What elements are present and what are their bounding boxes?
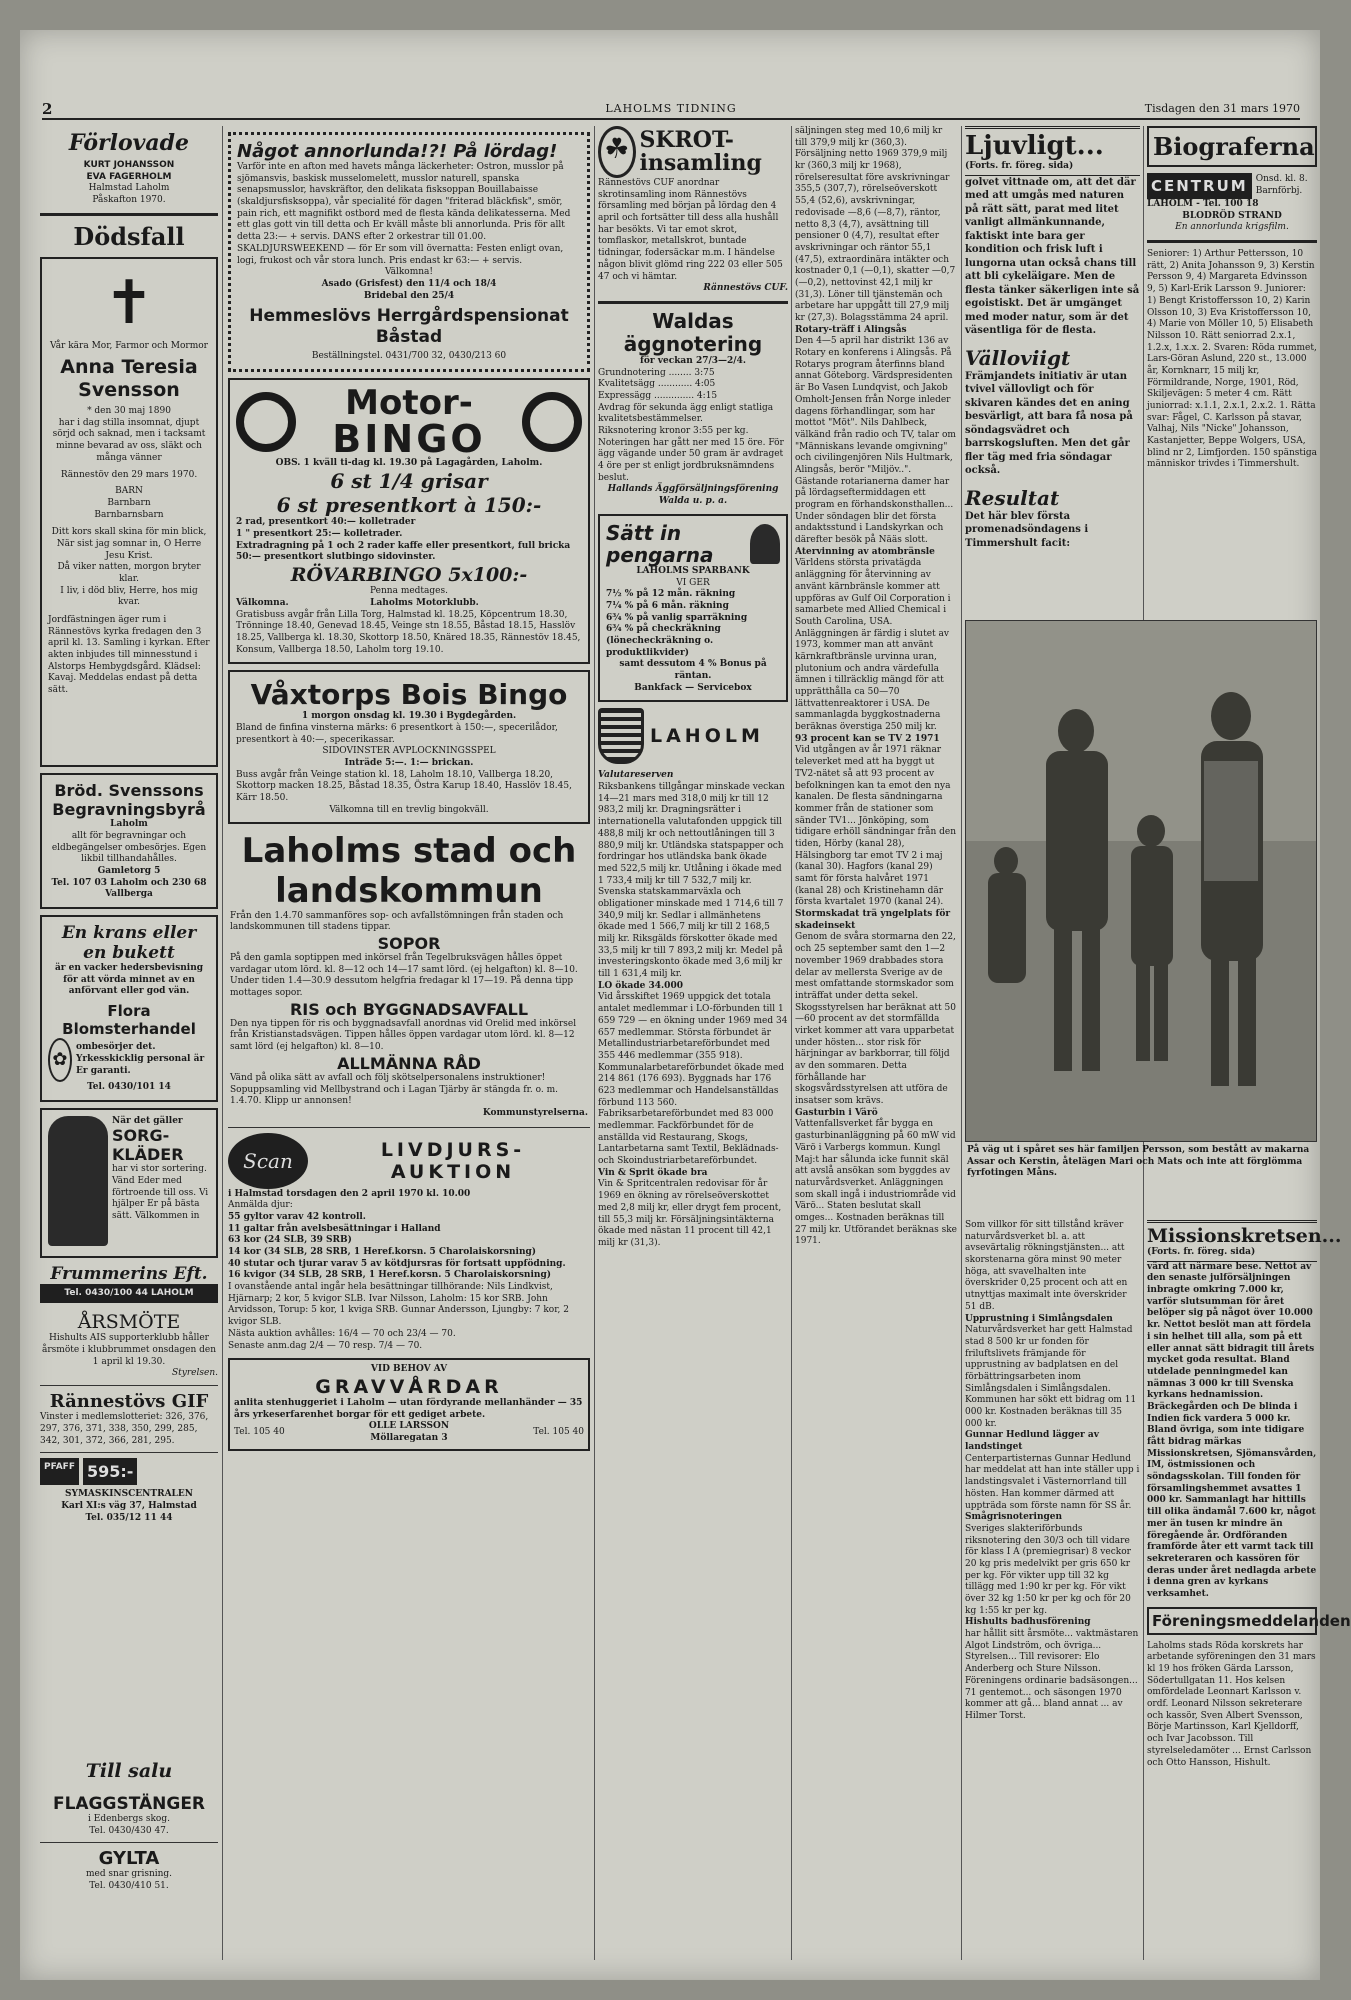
centrum-logo: CENTRUM bbox=[1147, 173, 1252, 199]
gif-text: Vinster i medlemslotteriet: 326, 376, 297, 376, 371, 338, 350, 299, 285, 342, 301, 372, 366, 281, 295. bbox=[40, 1412, 209, 1446]
pfaff-price: 595:- bbox=[83, 1458, 137, 1485]
issue-date: Tisdagen den 31 mars 1970 bbox=[1144, 102, 1300, 115]
gunnar-title: Gunnar Hedlund lägger av landstinget bbox=[965, 1430, 1099, 1453]
centrum-film: BLODRÖD STRAND bbox=[1182, 210, 1282, 221]
skrot-title: SKROT-insamling bbox=[639, 126, 762, 176]
hishults-text: har hållit sitt årsmöte... vaktmästaren Algot Lindström, och övriga... Styrelsen... Till revisorer: Elo Anderberg och Sture Nilsson. Föreningens ordinarie badsäsongen... 71 gentemot... och säsongen 1970 kommer att gå... bland annat ... av Hilmer Torst. bbox=[965, 1629, 1139, 1721]
krans-title: En krans eller en bukett bbox=[61, 922, 197, 963]
column-1 bbox=[40, 126, 218, 1960]
pfaff-tel: Tel. 035/12 11 44 bbox=[85, 1512, 173, 1523]
smagris-text: Sveriges slakteriförbunds riksnotering den 30/3 och till vidare för klass I A (premiegrisar) 8 veckor 20 kg pris medelvikt per gris 650 kr per kg. För vikter upp till 32 kg tillägg med 1:90 kr per kg. För vikt över 32 kg 1:50 kr per kg och för 20 kg 1:55 kr per kg. bbox=[965, 1523, 1131, 1616]
c4-text1: säljningen steg med 10,6 milj kr till 379,9 milj kr (360,3). Försäljning netto 1969 379,9 milj kr (360,3 milj kr 1968), rörelseresultat före avskrivningar 355,5 (307,7), rörelseöverskott 55,4 (52,6), avskrivningar, redovisade —8,6 (—8,7), räntor, netto 8,3 (4,7), avsättning till pensioner 0 (4,7), resultat efter avskrivningar och räntor 55,1 (47,5), extraordinära intäkter och kostnader 0,1 (—0,1), skatter —0,7 (—0,2), nettovinst 42,1 milj kr (31,3). Löner till tjänstemän och arbetare har uppgått till 27,9 milj kr (27,3). Bolagsstämma 24 april. bbox=[795, 126, 956, 323]
sopor-title: SOPOR bbox=[377, 934, 441, 954]
centrum-note: Onsd. kl. 8. Barnförbj. bbox=[1255, 174, 1308, 196]
motor-obs: OBS. 1 kväll ti-dag kl. 19.30 på Lagagården, Laholm. bbox=[275, 457, 543, 468]
ris-text: Den nya tippen för ris och byggnadsavfall anordnas vid Orelid med inkörsel från Kristianstadsvägen. Tippen hålles öppen vardagar utom lörd. kl. 8—12 samt lörd (ej helgafton) kl. 8—10. bbox=[230, 1018, 577, 1053]
page-number: 2 bbox=[42, 100, 53, 118]
kommun-title: Laholms stad och landskommun bbox=[241, 831, 577, 911]
obit-text: har i dag stilla insomnat, djupt sörjd och saknad, men i tacksamt minne bevarad av oss, släkt och många vänner bbox=[52, 417, 206, 463]
sparbank-name: LAHOLMS SPARBANK bbox=[636, 565, 750, 576]
lo-title: LO ökade 34.000 bbox=[598, 980, 683, 991]
auction-sub: Anmälda djur: bbox=[228, 1200, 293, 1211]
pfaff-brand: PFAFF bbox=[40, 1458, 79, 1485]
annor-venue: Hemmeslövs Herrgårdspensionat Båstad bbox=[249, 306, 569, 347]
vaxtorp-text: Bland de finfina vinsterna märks: 6 presentkort à 150:—, specerilådor, presentkort à 40:—, specerikassar. bbox=[236, 722, 558, 745]
foren-text: Laholms stads Röda korskrets har arbetande syföreningen den 31 mars kl 19 hos fröken Gärda Larsson, Södertullgatan 11. Hos kelsen omfördelade Leonnart Karlsson v. ordf. Leonard Nilsson sekreterare och kassör, Sven Albert Svensson, Börje Martinsson, Karl Kjelldorff, och Ivar Jacobsson. Till styrelseledamöter ... Ernst Carlsson och Otto Hansson, Hishult. bbox=[1147, 1640, 1316, 1768]
obituary-notice bbox=[40, 257, 218, 767]
motor-sign: Välkomna. Laholms Motorklubb. bbox=[236, 597, 479, 608]
gastur-title: Gasturbin i Värö bbox=[795, 1107, 878, 1118]
gunnar-text: Centerpartisternas Gunnar Hedlund har meddelat att han inte ställer upp i landstingsvalet i Västernorrland till hösten. Han kommer därmed att uppträda som förste namn för SS år. bbox=[965, 1453, 1140, 1511]
vin-text: Vin & Spritcentralen redovisar för år 1969 en ökning av rörelseöverskottet med 2,8 milj kr, eller drygt fem procent, till 55,3 milj kr. Försäljningsintäkterna ökade med nästan 11 procent till 42,1 milj kr (31,3). bbox=[598, 1179, 782, 1248]
flora-ad bbox=[40, 915, 218, 1102]
sparbank-ad bbox=[598, 514, 788, 703]
tillsalu-title: Till salu bbox=[85, 1760, 173, 1782]
column-rule bbox=[594, 126, 595, 1960]
auction-dates: Nästa auktion avhålles: 16/4 — 70 och 23/4 — 70. bbox=[228, 1328, 456, 1339]
grav-tel2: Tel. 105 40 bbox=[533, 1427, 584, 1438]
gravvardar-ad bbox=[228, 1358, 590, 1450]
agg-text2: Noteringen har gått ner med 15 öre. För ägg vägande under 50 gram är avdraget 4 öre per st enligt jordbruksnämndens beslut. bbox=[598, 437, 784, 483]
gylta-text: med snar grisning. Tel. 0430/410 51. bbox=[85, 1869, 173, 1892]
annor-text: Varför inte en afton med havets många läckerheter: Ostron, musslor på sjömansvis, baskisk musselomelett, musslor naturell, spanska senapsmusslor, havskräftor, den delikata fisksoppan Bouillabaisse (skaldjursfisksoppa), vår specialité för dagen "friterad bläckfisk", smör, pain rich, ett magnifikt ostbord med de flesta kända delikatesserna. Med ett glas gott vin till detta och Er kväll måste bli annorlunda. Pris för allt detta 23:— + servis. DANS efter 2 orkestrar till 01.00. SKALDJURSWEEKEND — för Er som vill övernatta: Festen enligt ovan, logi, frukost och vår stora lunch. Pris endast kr 63:— + servis. bbox=[237, 162, 571, 266]
obit-place: Rännestöv den 29 mars 1970. bbox=[60, 470, 198, 481]
allm-text: Vänd på olika sätt av avfall och följ skötselpersonalens instruktioner! Sopuppsamling vid Mellbystrand och i Lagan Tjärby är stängda fr. o. m. 1.4.70. Klipp ur annonsen! bbox=[230, 1072, 558, 1107]
valuta-text: Riksbankens tillgångar minskade veckan 14—21 mars med 318,0 milj kr till 12 983,2 milj kr. Dragningsrätter i internationella valutafonden uppgick till 488,8 milj kr och nettoutlåningen till 3 880,9 milj kr. Utländska statspapper och fordringar hos utländska bank ökade med 522,5 milj kr. Utlåning i ökade med 1 733,4 milj kr till 7 532,7 milj kr. Svenska statskammarväxla och obligationer minskade med 1 714,6 till 7 340,9 milj kr. Sedlar i allmänhetens ökade med 1 566,7 milj kr till 2 168,5 milj kr. Riksgälds förskotter ökade med 33,5 milj kr till 7 893,2 milj kr. Medel på investeringskonto ökade med 3,6 milj kr till 1 631,4 milj kr. bbox=[598, 782, 785, 980]
agg-week: för veckan 27/3—2/4. bbox=[640, 355, 746, 366]
sparbank-bonus: samt dessutom 4 % Bonus på räntan. bbox=[619, 659, 767, 681]
annor-band: Asado (Grisfest) den 11/4 och 18/4 bbox=[321, 278, 497, 289]
smagris-title: Smågrisnoteringen bbox=[965, 1512, 1063, 1523]
forlovade-place: Halmstad Laholm Påskafton 1970. bbox=[88, 183, 170, 206]
storm-text: Genom de svåra stormarna den 22, och 25 september samt den 1—2 november 1969 drabbades stora delar av mellersta Sverige av de mest omfattande stormskador som inträffat under detta sekel. Skogsstyrelsen har beräknat att 50—60 procent av det stormfällda virket kommer att vara upparbetat under hösten... stor risk för härjningar av barkborrar, till följd av den sommaren. Detta förhållande har skogsvårdsstyrelsen att utföra de insatser som krävs. bbox=[795, 932, 956, 1107]
motor-title2: BINGO bbox=[332, 416, 486, 461]
sparbank-rates: 7½ % på 12 mån. räkning 7¼ % på 6 mån. räkning 6¾ % på vanlig sparräkning bbox=[606, 589, 748, 623]
vaxtorp-bus: Buss avgår från Veinge station kl. 18, Laholm 18.10, Vallberga 18.20, Skottorp macken 18.25, Båstad 18.35, Östra Karup 18.40, Hasslöv 18.45, Kärr 18.50. bbox=[236, 769, 572, 804]
agg-riks: Riksnotering kronor 3:55 per kg. bbox=[598, 426, 749, 436]
till-salu-section bbox=[40, 1760, 218, 1893]
frummerin-logo: Frummerins Eft. bbox=[50, 1263, 208, 1284]
resultat-text: Det här blev första promenadsöndagens i Timmershult facit: bbox=[965, 510, 1089, 549]
motor-extra: Extradragning på 1 och 2 rader kaffe eller presentkort, full bricka 50:— presentkort slutbingo sidovinster. bbox=[236, 540, 571, 563]
arsmote-text: Hishults AIS supporterklubb håller årsmöte i klubbrummet onsdagen den 1 april kl 19.30. bbox=[42, 1333, 216, 1367]
ljuvligt-sub: (Forts. fr. föreg. sida) bbox=[965, 161, 1074, 171]
kommun-intro: Från den 1.4.70 sammanföres sop- och avfallstömningen från staden och landskommunen till stadens tippar. bbox=[230, 910, 564, 933]
motor-penna: Penna medtages. bbox=[370, 586, 448, 597]
ris-title: RIS och BYGGNADSAVFALL bbox=[289, 999, 529, 1019]
vallov-title: Välloviigt bbox=[965, 345, 1071, 370]
obit-name: Anna Teresia Svensson bbox=[60, 356, 198, 402]
lo-text: Vid årsskiftet 1969 uppgick det totala antalet medlemmar i LO-förbunden till 1 659 729 — en ökning under 1969 med 34 657 medlemmar. Största förbundet är Metallindustriarbetareförbundet med 355 446 medlemmar (355 918). Kommunalarbetareförbundet ökade med 214 861 (176 693). Byggnads har 176 623 medlemmar och Handelsanställdas förbund 113 560. Fabriksarbetareförbundet med 83 000 medlemmar. Fackförbundet för de anställda vid Restaurang, Skogs, Lantarbetarna samt Textil, Beklädnads- och Skoindustriarbetareförbundet. bbox=[598, 992, 788, 1167]
dodsfall-title: Dödsfall bbox=[73, 221, 185, 251]
cross-icon: ✝ bbox=[103, 267, 155, 338]
agg-text: Avdrag för sekunda ägg enligt statliga kvalitetsbestämmelser. bbox=[598, 402, 774, 425]
begr-tel: Tel. 107 03 Laholm och 230 68 Vallberga bbox=[51, 877, 207, 900]
vaxtorp-entry: Inträde 5:—. 1:— brickan. bbox=[344, 758, 474, 769]
gastur-text: Vattenfallsverket får bygga en gasturbinanläggning på 60 mW vid Värö i Varbergs kommun. Kungl Maj:t har sålunda icke funnit skäl att avslå ansökan som byggdes av naturvårdsverket. Anläggningen som skall ingå i industriområde vid Värö... Staten beslutat skall omges... Kostnaden beräknas till 27 milj kr. Utförandet beräknas ske 1971. bbox=[795, 1119, 957, 1247]
centrum-film2: En annorlunda krigsfilm. bbox=[1175, 222, 1289, 233]
allm-title: ALLMÄNNA RÅD bbox=[337, 1053, 481, 1073]
foren-title: Föreningsmeddelanden bbox=[1147, 1607, 1317, 1635]
motor-rovar: RÖVARBINGO 5x100:- bbox=[290, 564, 528, 587]
arsmote-sign: Styrelsen. bbox=[172, 1368, 218, 1379]
vaxtorp-bingo-ad bbox=[228, 670, 590, 824]
valuta-title: Valutareserven bbox=[598, 770, 674, 781]
obit-family: BARN Barnbarn Barnbarnsbarn bbox=[94, 486, 164, 520]
resultat-title: Resultat bbox=[965, 485, 1060, 510]
kommun-notice bbox=[228, 830, 590, 1121]
vaxtorp-sign: Välkomna till en trevlig bingokväll. bbox=[329, 804, 489, 815]
column-rule bbox=[791, 126, 792, 1960]
sorg-head: När det gäller bbox=[112, 1115, 183, 1126]
motor-rad: 2 rad, presentkort 40:— kolletrader 1 " presentkort 25:— kolletrader. bbox=[236, 517, 416, 540]
begr-city: Laholm bbox=[110, 819, 148, 830]
forlovade-title: Förlovade bbox=[68, 130, 190, 156]
herrgard-ad bbox=[228, 132, 590, 372]
flora-text: ombesörjer det. Yrkesskicklig personal är Er garanti. bbox=[75, 1042, 205, 1076]
grav-head: VID BEHOV AV bbox=[370, 1364, 448, 1375]
agg-title: Waldas äggnotering bbox=[623, 308, 763, 356]
flower-icon: ✿ bbox=[48, 1038, 72, 1082]
hishults-title: Hishults badhusförening bbox=[965, 1617, 1091, 1628]
auction-title1: LIVDJURS- bbox=[380, 1138, 526, 1161]
rotary-text: Den 4—5 april har distrikt 136 av Rotary en konferens i Alingsås. På Rotarys program återfinns bland annat Göteborg. Värdspresidenten är Bo Vasen Lundqvist, och Jakob Omholt-Jensen från Norge inleder dagens förhandlingar, som har mottot "Möt". Nils Dahlbeck, välkänd från radio och TV, talar om "Människans levande omgivning" och civilingenjören Nils Hultmark, Alingsås, berör "Miljöv..". Gästande rotarianerna damer har på lördagseftermiddagen ett program en förhandskonsthallen... Under söndagen blir det första andaktsstund i Landskyrkan och därefter besök på Nääs slott. bbox=[795, 336, 956, 546]
scan-logo-icon: Scan bbox=[228, 1133, 308, 1189]
livdjur-auktion-ad bbox=[228, 1133, 590, 1353]
family-illustration bbox=[966, 621, 1316, 1141]
grav-tel1: Tel. 105 40 bbox=[234, 1427, 285, 1438]
bio-title: Biograferna bbox=[1147, 126, 1317, 167]
mission-text: värd att närmare bese. Nettot av den senaste julförsäljningen inbragte omkring 7.000 kr, varför slutsumman för året belöper sig på något över 10.000 kr. Nettot beslöt man att fördela i sin helhet till alla, som på ett eller annat sätt bidragit till årets mycket goda resultat. Bland utdelade penningmedel kan nämnas 3 000 kr till Svenska kyrkans hednamission. Bräckegården och De blinda i Indien fick vardera 5 000 kr. Bland övriga, som inte tidigare fått bidrag märkas Missionskretsen, Sjömansvården, IM, östmissionen och söndagsskolan. Till fonden för församlingshemmet avsattes 1 000 kr. Sammanlagt har hittills till olika ändamål 7.600 kr, något mer än tusen kr mindre än föregående år. Ordföranden framförde åter ett varmt tack till sekreteraren och kassören för deras under året nedlagda arbete i denna gren av kyrkans verksamhet. bbox=[1147, 1261, 1317, 1599]
column-3 bbox=[598, 126, 788, 1960]
vaxtorp-side: SIDOVINSTER AVPLOCKNINGSSPEL bbox=[322, 746, 496, 757]
annor-tel: Beställningstel. 0431/700 32, 0430/213 60 bbox=[311, 351, 507, 362]
upprust-text: Naturvårdsverket har gett Halmstad stad 8 500 kr ur fonden för friluftslivets främjande för upprustning av badplatsen en del förbättringsarbeten inom Simlångsdalen i Simlångsdalen. Kommunen har sökt ett bidrag om 11 000 kr. Kostnaden beräknas till 35 000 kr. bbox=[965, 1325, 1137, 1429]
tv-text: Vid utgången av år 1971 räknar televerket med att ha byggt ut TV2-nätet så att 93 procent av befolkningen kan ta emot den nya kanalen. De flesta sändningarna kommer från de stationer som sänder TV1... Jönköping, som tidigare erhöll sändningar från den tiden, Hörby (kanal 28), Hälsingborg tar emot TV 2 i maj (kanal 30). Hagfors (kanal 29) samt för första halvåret 1971 (kanal 28) och Kristinehamn där första kvartalet 1970 (kanal 24). bbox=[795, 745, 957, 908]
auction-list: 55 gyltor varav 42 kontroll. 11 galtar från avelsbesättningar i Halland 63 kor (24 SLB, 39 SRB) 14 kor (34 SLB, 28 SRB, 1 Heref.korsn. 5 Charolaiskorsning) 40 stutar och tjurar varav 5 av kötdjursras för fortsatt uppfödning. 16 kvigor (34 SLB, 28 SRB, 1 Heref.korsn. 5 Charolaiskorsning) bbox=[228, 1211, 566, 1281]
obit-funeral: Jordfästningen äger rum i Rännestövs kyrka fredagen den 3 april kl. 13. Samling i kyrkan. Efter akten inbjudes till minnesstund i Alstorps Hembygdsgård. Klädsel: Kavaj. Meddelas endast på detta sätt. bbox=[48, 615, 210, 696]
clover-icon: ☘ bbox=[598, 126, 636, 178]
gif-title: Rännestövs GIF bbox=[49, 1391, 209, 1413]
auction-when: i Halmstad torsdagen den 2 april 1970 kl. 10.00 bbox=[228, 1188, 471, 1199]
sopor-text: På den gamla soptippen med inkörsel från Tegelbruksvägen hålles öppet vardagar utom lörd. kl. 8—12 och 14—17 samt lörd. (ej helgafton) kl. 8—10. Under tiden 1.4—30.9 dessutom helgfria fredagar kl 17—19. På denna tipp mottages sopor. bbox=[230, 953, 578, 999]
grav-text: anlita stenhuggeriet i Laholm — utan fördyrande mellanhänder — 35 års yrkeserfarenhet borgar för ett gediget arbete. bbox=[234, 1397, 583, 1420]
vin-title: Vin & Sprit ökade bra bbox=[598, 1167, 708, 1178]
sorgklader-ad bbox=[40, 1108, 218, 1258]
ljuvligt-text: golvet vittnade om, att det där med att umgås med naturen på rätt sätt, parat med litet vanligt allmänkunnande, faktiskt inte bara ger kondition och frisk luft i lungorna utan också chans till att bli cykeläigare. Men de flesta tänker säkerligen inte så egoistiskt. Det är umgänget med moder natur, som är det väsentliga för de flesta. bbox=[965, 176, 1140, 337]
annor-welcome: Välkomna! bbox=[384, 267, 434, 278]
agg-sign: Hallands Äggförsäljningsförening Walda u. p. a. bbox=[607, 484, 779, 507]
motor-grisar: 6 st 1/4 grisar bbox=[330, 469, 488, 494]
gylta-title: GYLTA bbox=[98, 1848, 160, 1870]
motor-title1: Motor- bbox=[345, 382, 473, 423]
ljuvligt-title: Ljuvligt... bbox=[965, 131, 1104, 161]
laholm-logo: LAHOLM bbox=[650, 725, 764, 748]
auction-senast: Senaste anm.dag 2/4 — 70 resp. 7/4 — 70. bbox=[228, 1340, 423, 1351]
atom-title: Atervinning av atombränsle bbox=[795, 546, 935, 557]
flora-title: Flora Blomsterhandel bbox=[62, 1002, 196, 1038]
arsmote-title: ÅRSMÖTE bbox=[77, 1311, 181, 1334]
forlovade-names: KURT JOHANSSON EVA FAGERHOLM bbox=[83, 160, 175, 182]
family-photo bbox=[965, 620, 1317, 1142]
sparbank-rate2: 6¾ % på checkräkning (lönecheckräkning o. produktlikvider) bbox=[606, 624, 721, 658]
sparbank-ger: VI GER bbox=[676, 577, 710, 588]
sorg-title: SORG-KLÄDER bbox=[112, 1126, 184, 1164]
frummerin-tel: Tel. 0430/100 44 LAHOLM bbox=[40, 1284, 218, 1304]
vaxtorp-when: 1 morgon onsdag kl. 19.30 i Bygdegården. bbox=[301, 711, 517, 722]
page-header bbox=[42, 100, 1300, 120]
obit-born: * den 30 maj 1890 bbox=[87, 406, 171, 417]
sorg-text: har vi stor sortering. Vänd Eder med förtroende till oss. Vi hjälper Er på bästa sätt. Välkommen in bbox=[112, 1164, 209, 1221]
skrot-text: Rännestövs CUF anordnar skrotinsamling inom Rännestövs församling med början på lördag den 4 april och fortsätter till dess alla hushåll har besökts. Vi tar emot skrot, tomflaskor, metallskrot, buntade tidningar, fodersäckar m.m. I händelse någon blivit glömd ring 222 03 eller 505 47 och vi hämtar. bbox=[598, 178, 783, 282]
storm-title: Stormskadat trä yngelplats för skadeinsekt bbox=[795, 909, 951, 931]
begr-title: Bröd. Svenssons Begravningsbyrå bbox=[52, 780, 206, 819]
steering-wheel-icon bbox=[236, 392, 296, 452]
centrum-tel: LAHOLM - Tel. 100 18 bbox=[1147, 199, 1259, 209]
agg-rows: Grundnotering ........ 3:75 Kvalitetsägg ............ 4:05 Expressägg .............. 4:15 bbox=[598, 367, 718, 401]
pfaff-name: SYMASKINSCENTRALEN bbox=[65, 1489, 193, 1500]
steering-wheel-icon bbox=[522, 392, 582, 452]
coat-of-arms-icon bbox=[598, 708, 644, 764]
annor-bridge: Bridebal den 25/4 bbox=[363, 290, 455, 301]
column-rule bbox=[222, 126, 223, 1960]
column-6-lower bbox=[1147, 1220, 1351, 1960]
mission-sub: (Forts. fr. föreg. sida) bbox=[1147, 1247, 1256, 1257]
flagg-title: FLAGGSTÄNGER bbox=[52, 1794, 206, 1814]
column-4 bbox=[795, 126, 957, 1960]
newspaper-page bbox=[20, 30, 1351, 1980]
vaxtorp-title: Våxtorps Bois Bingo bbox=[250, 678, 568, 712]
paper-name: LAHOLMS TIDNING bbox=[605, 102, 737, 115]
column-2 bbox=[228, 126, 590, 1960]
grav-title: GRAVVÅRDAR bbox=[315, 1375, 503, 1398]
sparbank-title: Sätt in pengarna bbox=[606, 520, 714, 567]
begravningsbyra-ad bbox=[40, 773, 218, 909]
rotary-title: Rotary-träff i Alingsås bbox=[795, 324, 907, 335]
obit-verse: Ditt kors skall skina för min blick, När sist jag somnar in, O Herre Jesu Krist. Då viker natten, morgon bryter klar. I liv, i död bliv, Herre, hos mig kvar. bbox=[51, 527, 207, 608]
photo-block bbox=[965, 620, 1315, 1183]
motorbingo-ad bbox=[228, 378, 590, 665]
motor-buss: Gratisbuss avgår från Lilla Torg, Halmstad kl. 18.25, Köpcentrum 18.30, Trönninge 18.40, Genevad 18.45, Veinge stn 18.55, Båstad 18.15, Hasslöv 18.25, Vallberga kl. 18.30, Skottorp 18.50, Knäred 18.35, Rännestöv 18.45, Konsum, Vallberga 18.50, Laholm torg 19.10. bbox=[236, 609, 581, 655]
upprust-title: Upprustning i Simlångsdalen bbox=[965, 1313, 1113, 1324]
auction-title2: AUKTION bbox=[390, 1160, 516, 1183]
sparbank-foot: Bankfack — Servicebox bbox=[634, 682, 752, 693]
naturvard-text: Som villkor för sitt tillstånd kräver naturvårdsverket bl. a. att avsevärtalig rökningstjänsten... att skorstenarna göra minst 90 meter höga, att svavelhalten inte överskrider 0,25 procent och att en utnyttjas maximalt inte överskrider 51 dB. bbox=[965, 1220, 1128, 1312]
pfaff-addr: Karl XI:s väg 37, Halmstad bbox=[61, 1500, 197, 1511]
krans-text: är en vacker hedersbevisning för att vörda minnet av en anförvant eller god vän. bbox=[54, 962, 204, 997]
begr-addr: Gamletorg 5 bbox=[97, 865, 161, 876]
results-text: Seniorer: 1) Arthur Pettersson, 10 rätt, 2) Anita Johansson 9, 3) Kerstin Persson 9, 4) Margareta Edvinsson 9, 5) Karl-Erik Larsson 9. Juniorer: 1) Bengt Kristoffersson 10, 2) Karin Olsson 10, 3) Eva Kristoffersson 10, 4) Marie von Möller 10, 5) Elisabeth Nilsson 10. Rätt seniorrad 2.x.1, 1.2.x, 1.x.x. 2. Svaren: Röda rummet, Lars-Göran Aslund, 220 st., 13.000 år, Kornknarr, 15 milj kr, Förmildrande, Norge, 1901, Röd, Skiljevägen: 5 meter 4 cm. Rätt juniorrad: x.1.1, 2.x.1, 2.x.2. 1. Rätta svar: Fågel, C. Karlsson på stavar, Valhaj, Nils "Nicke" Johansson, Kastanjetter, Beppe Wolgers, USA, blind nr 2, Limfjorden. 150 spänstiga människor trivdes i Timmershult. bbox=[1147, 249, 1318, 470]
auction-note: I ovanstående antal ingår hela besättningar tillhörande: Nils Lindkvist, Hjärnarp; 2 kor, 5 kvigor SLB. Ivar Nilsson, Laholm: 15 kor SRB. John Arvidsson, Torup: 5 kor, 1 kviga SRB. Gunnar Andersson, Ljungby: 7 kor, 2 kvigor SLB. bbox=[228, 1282, 569, 1328]
woman-figure-icon bbox=[48, 1116, 108, 1246]
tv-title: 93 procent kan se TV 2 1971 bbox=[795, 733, 940, 744]
allm-sign: Kommunstyrelserna. bbox=[482, 1107, 588, 1118]
vallov-text: Främjandets initiativ är utan tvivel vällovligt och för skivaren kändes det en aning besvärligt, att bara få nosa på söndagsvädret och barrskogsluften. Men det går fler täg med fria söndagar också. bbox=[965, 370, 1133, 477]
skrot-sign: Rännestövs CUF. bbox=[703, 283, 788, 294]
obit-intro: Vår kära Mor, Farmor och Mormor bbox=[50, 340, 208, 351]
column-5 bbox=[965, 126, 1140, 596]
grav-name: OLLE LARSSON Möllaregatan 3 bbox=[368, 1421, 450, 1443]
flora-tel: Tel. 0430/101 14 bbox=[87, 1082, 171, 1092]
column-rule bbox=[961, 126, 962, 1960]
annor-title: Något annorlunda!?! På lördag! bbox=[237, 141, 558, 162]
column-6 bbox=[1147, 126, 1317, 606]
column-5-lower bbox=[965, 1220, 1140, 1960]
atom-text: Världens största privatägda anläggning för återvinning av använt kärnbränsle kommer att uppföras av Gulf Oil Corporation i samarbete med Allied Chemical i South Carolina, USA. Anläggningen är färdig i slutet av 1973, kommer man att använt kärnkraftbränsle urvinna uran, plutonium och andra värdefulla ämnen i tillräcklig mängd för att upprätthålla ca 50—70 lättvattenreaktorer i USA. De sammanlagda byggkostnaderna beräknas överstiga 250 milj kr. bbox=[795, 558, 951, 733]
tree-icon bbox=[750, 524, 780, 564]
mission-title: Missionskretsen... bbox=[1147, 1225, 1342, 1247]
begr-text: allt för begravningar och eldbegängelser ombesörjes. Egen likbil tillhandahålles. bbox=[51, 830, 207, 865]
flagg-text: i Edenbergs skog. Tel. 0430/430 47. bbox=[88, 1814, 170, 1836]
motor-kort: 6 st presentkort à 150:- bbox=[276, 493, 542, 518]
photo-caption: På väg ut i spåret ses här familjen Persson, som bestått av makarna Assar och Kerstin, åtelägen Mari och Mats och inte att förglömma fyrfotingen Måns. bbox=[967, 1145, 1310, 1179]
